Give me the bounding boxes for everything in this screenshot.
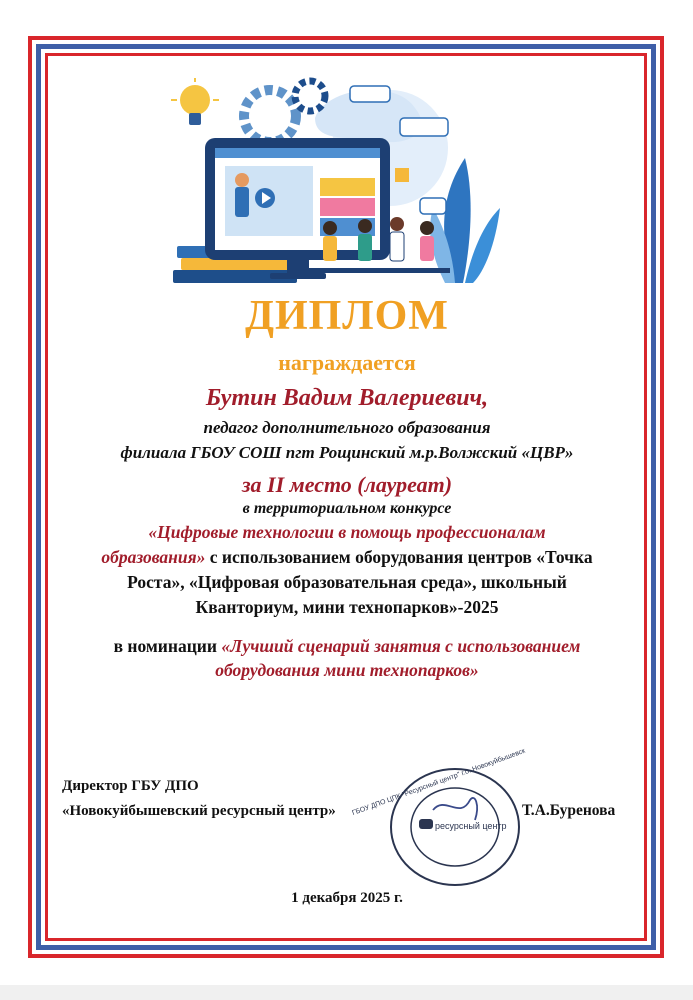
lightbulb-icon	[171, 78, 219, 125]
nomination-description	[50, 634, 644, 682]
award-place: за II место (лауреат)	[241, 472, 453, 497]
issue-date: 1 декабря 2025 г.	[291, 890, 403, 906]
recipient-organization: филиала ГБОУ СОШ пгт Рощинский м.р.Волжский «ЦВР»	[120, 443, 574, 462]
plant-decoration	[430, 158, 500, 283]
gear-icon	[244, 90, 296, 142]
nomination-prefix: в номинации	[113, 636, 222, 656]
stamp-ring-text: ГБОУ ДПО ЦПК "Ресурсный центр" г.о. Новокуйбышевск	[351, 747, 527, 818]
contest-rest-line-1: с использованием оборудования центров «Точка	[205, 547, 593, 567]
contest-rest-line-3: Кванториум, мини технопарков»-2025	[195, 597, 499, 617]
gear-icon-small	[295, 81, 325, 111]
organization-stamp	[351, 747, 527, 890]
online-learning-illustration	[165, 78, 500, 293]
nomination-line-2: оборудования мини технопарков»	[215, 660, 479, 680]
signature-mark	[433, 798, 477, 820]
diploma-title: ДИПЛОМ	[245, 293, 449, 339]
contest-description	[50, 520, 644, 620]
recipient-position: педагог дополнительного образования	[203, 418, 491, 437]
director-title: Директор ГБУ ДПО	[62, 778, 199, 794]
contest-intro: в территориальном конкурсе	[242, 500, 452, 517]
signer-name: Т.А.Буренова	[522, 802, 616, 819]
director-organization: «Новокуйбышевский ресурсный центр»	[62, 803, 336, 819]
stamp-logo-text: ресурсный центр	[435, 821, 507, 831]
contest-name-line-2: образования»	[101, 547, 206, 567]
contest-rest-line-2: Роста», «Цифровая образовательная среда», школьный	[127, 572, 567, 592]
stamp-logo-icon	[419, 819, 433, 829]
nomination-line-1: «Лучший сценарий занятия с использованием	[221, 636, 581, 656]
contest-name-line-1: «Цифровые технологии в помощь профессионалам	[148, 522, 546, 542]
recipient-name: Бутин Вадим Валериевич,	[205, 385, 489, 411]
awarded-label: награждается	[278, 350, 416, 375]
